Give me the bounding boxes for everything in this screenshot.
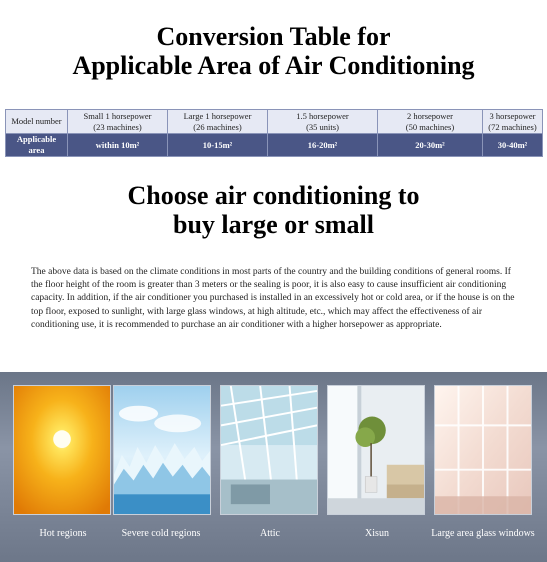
column-header: Large 1 horsepower (26 machines) [168,110,268,134]
column-header: 2 horsepower (50 machines) [378,110,483,134]
explanation-paragraph: The above data is based on the climate conditions in most parts of the country and the building conditions of general rooms. If the floor height of the room is greater than 3 meters or the sealing is poor, it is also easy to cause insufficient air conditioning capacity. In addition, if the air conditioner you purchased is installed in an excessively hot or cold area, or if the house is on the top floor, exposed to sunlight, with large glass windows, at high altitude, etc., which may affect the effectiveness of air conditioning use, it is recommended to purchase an air conditioner with a higher horsepower as appropriate. [31,267,515,330]
caption-severe-cold-regions: Severe cold regions [121,528,201,539]
section-title-line-2: buy large or small [172,210,375,239]
caption-hot-regions: Hot regions [39,528,87,539]
page-title [0,22,547,80]
page-title-line-1: Conversion Table for [156,22,391,51]
section-title [0,181,547,239]
row-header-area: Applicable area [6,134,68,157]
glacier-image [113,385,211,515]
section-title-line-1: Choose air conditioning to [127,181,420,210]
column-header: 1.5 horsepower (35 units) [268,110,378,134]
row-header-model: Model number [6,110,68,134]
area-cell: 10-15m² [168,134,268,157]
page-title-line-2: Applicable Area of Air Conditioning [72,51,475,80]
caption-xisun: Xisun [365,528,389,539]
conversion-table [5,109,543,157]
table-row-area [6,134,543,157]
area-cell: within 10m² [68,134,168,157]
area-cell: 20-30m² [378,134,483,157]
glass-roof-image [220,385,318,515]
sun-image [13,385,111,515]
table-row-model [6,110,543,134]
sunlit-room-image [327,385,425,515]
area-cell: 16-20m² [268,134,378,157]
column-header: Small 1 horsepower (23 machines) [68,110,168,134]
caption-attic: Attic [260,528,280,539]
caption-large-area-glass-windows: Large area glass windows [431,528,535,539]
area-cell: 30-40m² [483,134,543,157]
glass-window-image [434,385,532,515]
column-header: 3 horsepower (72 machines) [483,110,543,134]
